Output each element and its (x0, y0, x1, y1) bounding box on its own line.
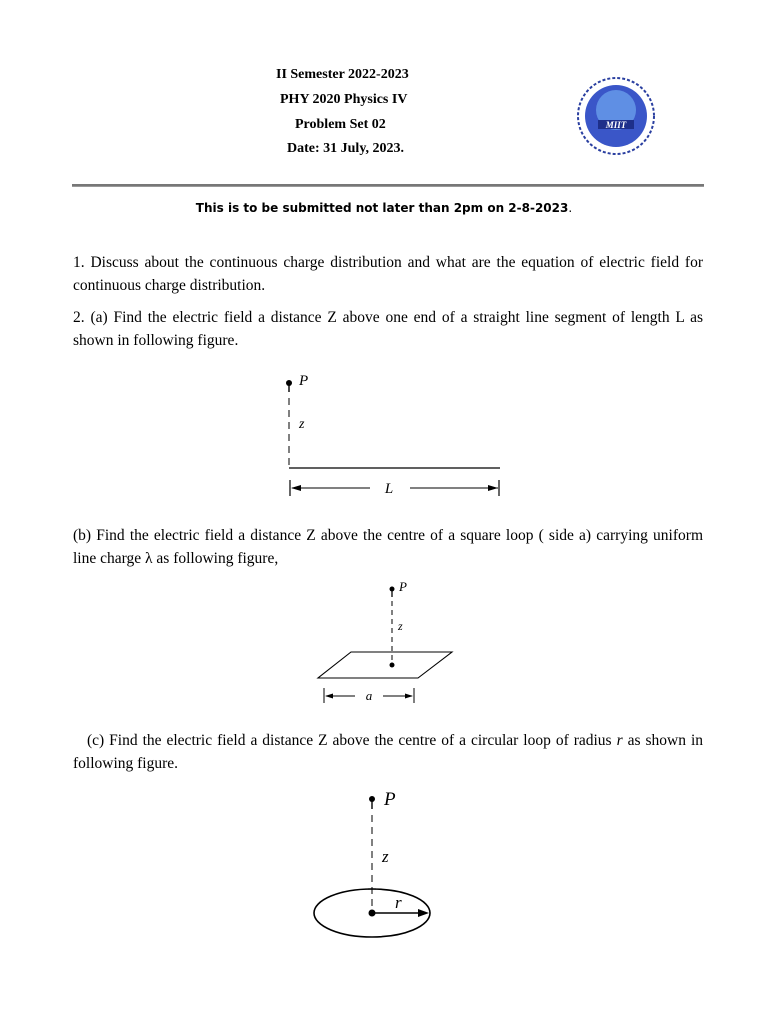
fig1-point-label: P (299, 373, 309, 389)
fig3-radius-label: r (395, 893, 402, 912)
question-2a: 2. (a) Find the electric field a distance Z above one end of a straight line segment of length L as shown in following figure. (73, 309, 703, 349)
fig2-side-label: a (365, 688, 373, 703)
q2c-radius-symbol: r (616, 732, 623, 749)
figure-square-loop (315, 577, 465, 712)
problem-set-line: Problem Set 02 (295, 117, 386, 132)
date-line: Date: 31 July, 2023. (287, 141, 405, 156)
question-2b: (b) Find the electric field a distance Z above the centre of a square loop ( side a) carrying uniform line charge λ as following figure, (73, 527, 703, 567)
fig2-point-label: P (399, 579, 407, 594)
fig3-point-label: P (384, 789, 396, 810)
semester-line: II Semester 2022-2023 (276, 67, 409, 82)
q2c-text-start: (c) Find the electric field a distance Z above the centre of a circular loop of radius (87, 732, 617, 749)
notice-text: This is to be submitted not later than 2pm on 2-8-2023 (195, 201, 569, 215)
fig1-height-label: z (299, 417, 305, 432)
logo-text: MIIT (605, 120, 627, 130)
fig3-height-label: z (382, 847, 389, 866)
header-divider (72, 184, 704, 187)
fig1-length-label: L (384, 481, 394, 497)
university-logo (576, 76, 656, 156)
course-line: PHY 2020 Physics IV (280, 92, 408, 107)
submission-notice (0, 201, 768, 215)
notice-period: . (568, 201, 573, 215)
question-2c (73, 729, 703, 775)
figure-circular-loop (305, 785, 455, 945)
figure-line-segment (270, 368, 520, 503)
q2c-text-end: as shown in following figure. (73, 732, 703, 772)
question-1: 1. Discuss about the continuous charge distribution and what are the equation of electric field for continuous charge distribution. (73, 254, 703, 294)
fig2-height-label: z (398, 619, 403, 633)
